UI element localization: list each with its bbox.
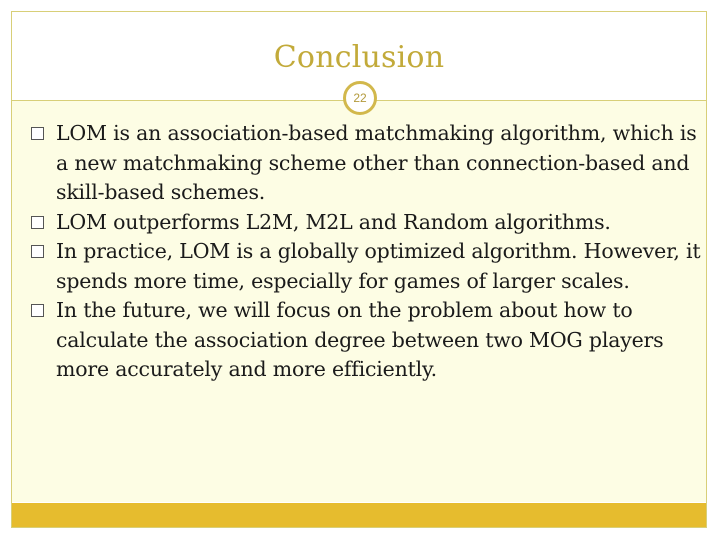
page-number-badge: 22 bbox=[343, 81, 377, 115]
bullet-box-icon bbox=[31, 245, 44, 258]
bottom-accent-bar bbox=[12, 503, 706, 527]
bullet-list bbox=[30, 119, 710, 385]
bullet-box-icon bbox=[31, 216, 44, 229]
bullet-text: In practice, LOM is a globally optimized algorithm. However, it spends more time, especially for games of larger scales. bbox=[56, 239, 701, 293]
slide-title: Conclusion bbox=[273, 40, 445, 75]
bullet-box-icon bbox=[31, 304, 44, 317]
bullet-item bbox=[30, 237, 710, 296]
bullet-text: In the future, we will focus on the problem about how to calculate the association degree between two MOG players more accurately and more efficiently. bbox=[56, 298, 664, 381]
bullet-text: LOM outperforms L2M, M2L and Random algorithms. bbox=[56, 209, 611, 234]
bullet-box-icon bbox=[31, 127, 44, 140]
bullet-item bbox=[30, 119, 710, 208]
bullet-text: LOM is an association-based matchmaking algorithm, which is a new matchmaking scheme other than connection-based and skill-based schemes. bbox=[56, 121, 697, 204]
bullet-item bbox=[30, 296, 710, 385]
bullet-item bbox=[30, 208, 710, 238]
